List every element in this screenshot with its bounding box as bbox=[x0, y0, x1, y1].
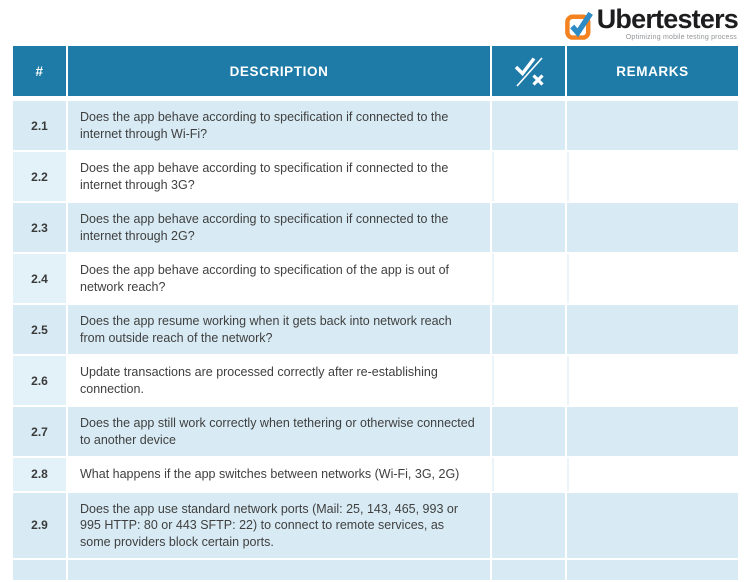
row-number-cell: 2.4 bbox=[13, 254, 66, 303]
check-cell bbox=[492, 98, 565, 150]
table-row bbox=[13, 203, 738, 252]
row-number-cell: 2.5 bbox=[13, 305, 66, 354]
check-cell bbox=[492, 458, 565, 491]
row-number-cell: 2.1 bbox=[13, 98, 66, 150]
check-cell bbox=[492, 203, 565, 252]
header-check-cross bbox=[492, 46, 565, 96]
remarks-cell bbox=[567, 356, 738, 405]
row-number-cell: 2.9 bbox=[13, 493, 66, 559]
check-cell bbox=[492, 254, 565, 303]
row-number-cell: 2.7 bbox=[13, 407, 66, 456]
check-cell bbox=[492, 407, 565, 456]
description-cell: Update transactions are processed correctly after re-establishing connection. bbox=[68, 356, 490, 405]
table-row bbox=[13, 356, 738, 405]
network-checklist-table bbox=[11, 44, 740, 582]
check-badge-icon bbox=[564, 8, 595, 46]
partial-cell bbox=[13, 560, 66, 580]
header-description: DESCRIPTION bbox=[68, 46, 490, 96]
row-number-cell: 2.8 bbox=[13, 458, 66, 491]
description-cell: Does the app behave according to specification if connected to the internet through Wi-Fi? bbox=[68, 98, 490, 150]
description-cell: Does the app still work correctly when tethering or otherwise connected to another device bbox=[68, 407, 490, 456]
partial-cell bbox=[567, 560, 738, 580]
description-cell: Does the app use standard network ports (Mail: 25, 143, 465, 993 or 995 HTTP: 80 or 443 SFTP: 22) to connect to remote services, as some providers block certain ports. bbox=[68, 493, 490, 559]
header-remarks: REMARKS bbox=[567, 46, 738, 96]
check-cross-icon bbox=[509, 51, 549, 91]
table-row bbox=[13, 407, 738, 456]
check-cell bbox=[492, 356, 565, 405]
description-cell: Does the app behave according to specification if connected to the internet through 2G? bbox=[68, 203, 490, 252]
partial-next-row bbox=[13, 560, 738, 580]
ubertesters-logo bbox=[564, 5, 738, 46]
remarks-cell bbox=[567, 407, 738, 456]
remarks-cell bbox=[567, 152, 738, 201]
check-cell bbox=[492, 305, 565, 354]
row-number-cell: 2.3 bbox=[13, 203, 66, 252]
header-row bbox=[13, 46, 738, 96]
table-row bbox=[13, 458, 738, 491]
remarks-cell bbox=[567, 98, 738, 150]
partial-cell bbox=[492, 560, 565, 580]
table-row bbox=[13, 493, 738, 559]
row-number-cell: 2.6 bbox=[13, 356, 66, 405]
brand-name: Ubertesters bbox=[596, 4, 738, 34]
row-number-cell: 2.2 bbox=[13, 152, 66, 201]
remarks-cell bbox=[567, 458, 738, 491]
description-cell: What happens if the app switches between networks (Wi-Fi, 3G, 2G) bbox=[68, 458, 490, 491]
table-row bbox=[13, 152, 738, 201]
check-cell bbox=[492, 493, 565, 559]
table-row bbox=[13, 254, 738, 303]
header-number: # bbox=[13, 46, 66, 96]
description-cell: Does the app behave according to specification of the app is out of network reach? bbox=[68, 254, 490, 303]
description-cell: Does the app behave according to specification if connected to the internet through 3G? bbox=[68, 152, 490, 201]
remarks-cell bbox=[567, 493, 738, 559]
table-row bbox=[13, 305, 738, 354]
remarks-cell bbox=[567, 305, 738, 354]
description-cell: Does the app resume working when it gets back into network reach from outside reach of the network? bbox=[68, 305, 490, 354]
remarks-cell bbox=[567, 254, 738, 303]
table-row bbox=[13, 98, 738, 150]
remarks-cell bbox=[567, 203, 738, 252]
partial-cell bbox=[68, 560, 490, 580]
brand-tagline: Optimizing mobile testing process bbox=[625, 33, 737, 41]
check-cell bbox=[492, 152, 565, 201]
